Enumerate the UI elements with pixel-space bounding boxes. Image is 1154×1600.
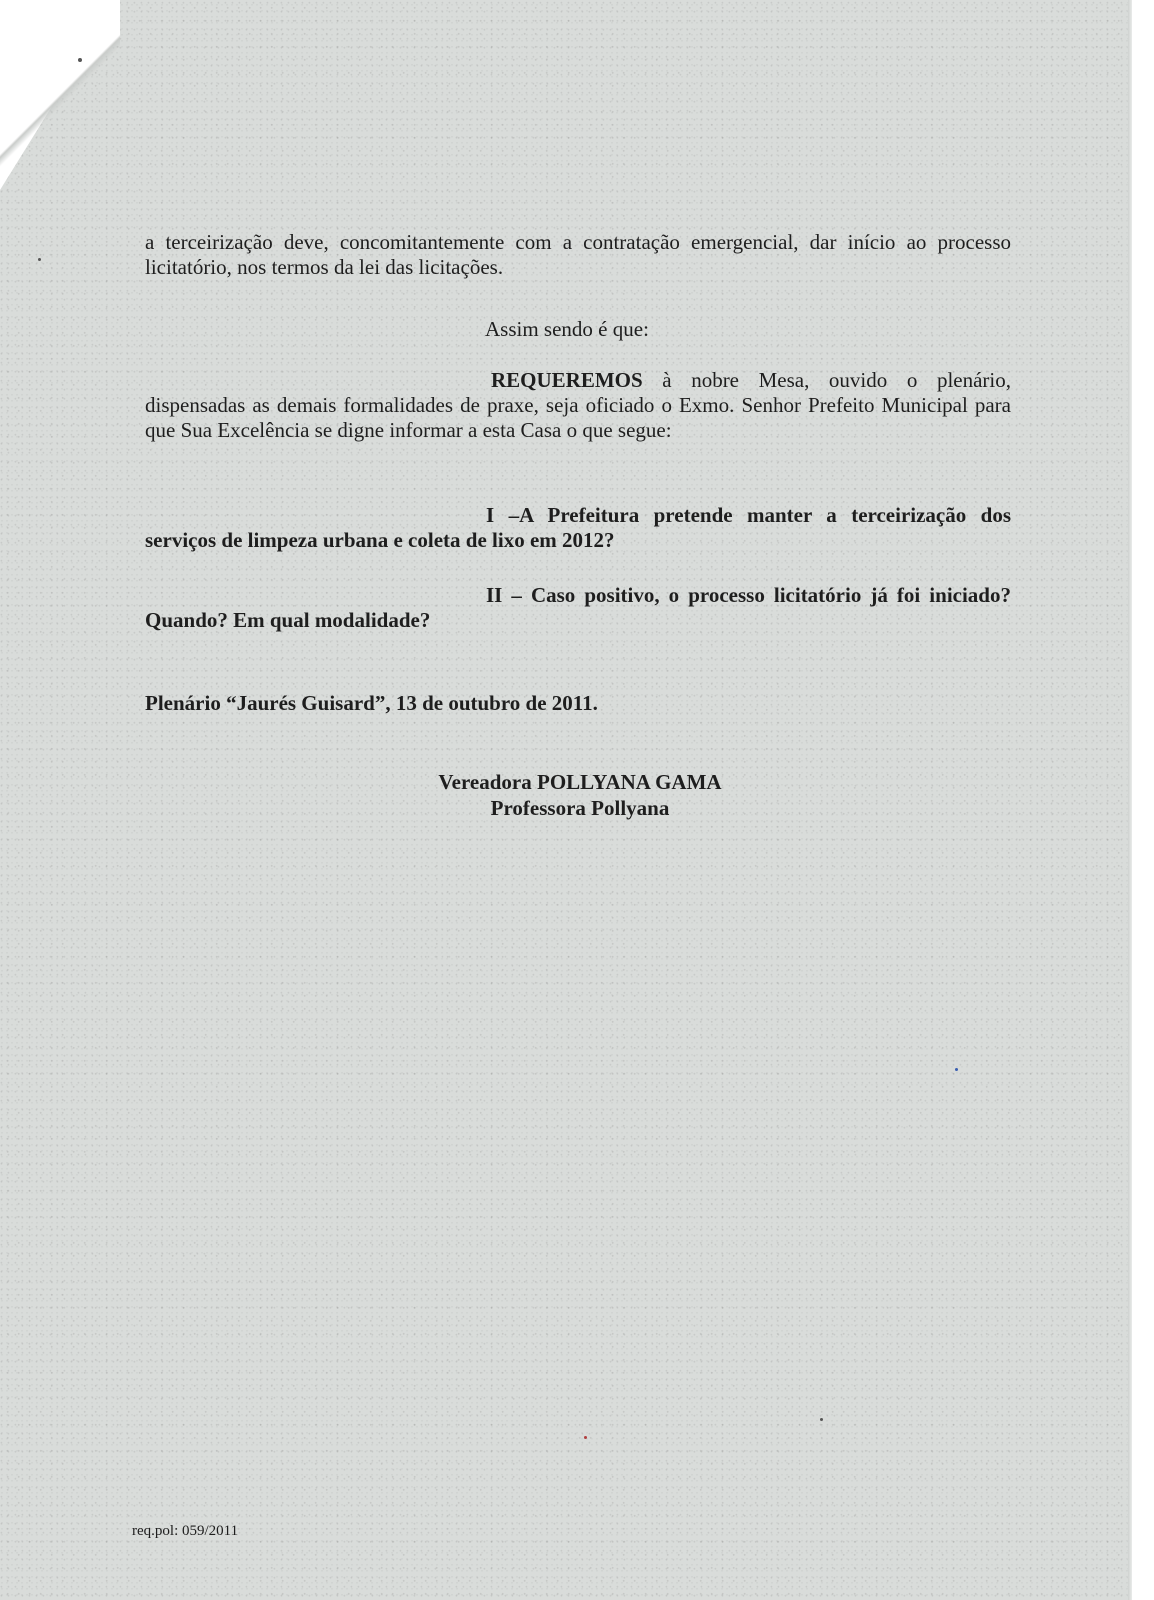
question-2: II – Caso positivo, o processo licitatório já foi iniciado? Quando? Em qual modalidade? bbox=[145, 583, 1011, 632]
paper-speck bbox=[584, 1436, 587, 1439]
request-text: à nobre Mesa, ouvido o plenário, dispensadas as demais formalidades de praxe, seja oficiado o Exmo. Senhor Prefeito Municipal para que Sua Excelência se digne informar a esta Casa o que segue: bbox=[145, 368, 1011, 442]
place-date: Plenário “Jaurés Guisard”, 13 de outubro de 2011. bbox=[145, 691, 598, 715]
intro-paragraph: a terceirização deve, concomitantemente com a contratação emergencial, dar início ao processo licitatório, nos termos da lei das licitações. bbox=[145, 230, 1011, 279]
paper-speck bbox=[38, 258, 41, 261]
paper-speck bbox=[78, 58, 82, 62]
question-1: I –A Prefeitura pretende manter a terceirização dos serviços de limpeza urbana e coleta de lixo em 2012? bbox=[145, 503, 1011, 552]
request-paragraph bbox=[145, 368, 1011, 443]
paper-edge bbox=[1128, 0, 1132, 1600]
paper-speck bbox=[955, 1068, 958, 1071]
signature-name: Vereadora POLLYANA GAMA bbox=[438, 770, 722, 794]
paper-speck bbox=[820, 1418, 823, 1421]
transition-line: Assim sendo é que: bbox=[485, 317, 649, 341]
footer-reference: req.pol: 059/2011 bbox=[132, 1523, 239, 1539]
signature-block bbox=[330, 769, 830, 821]
signature-alias: Professora Pollyana bbox=[490, 796, 670, 820]
request-keyword: REQUEREMOS bbox=[491, 368, 643, 392]
